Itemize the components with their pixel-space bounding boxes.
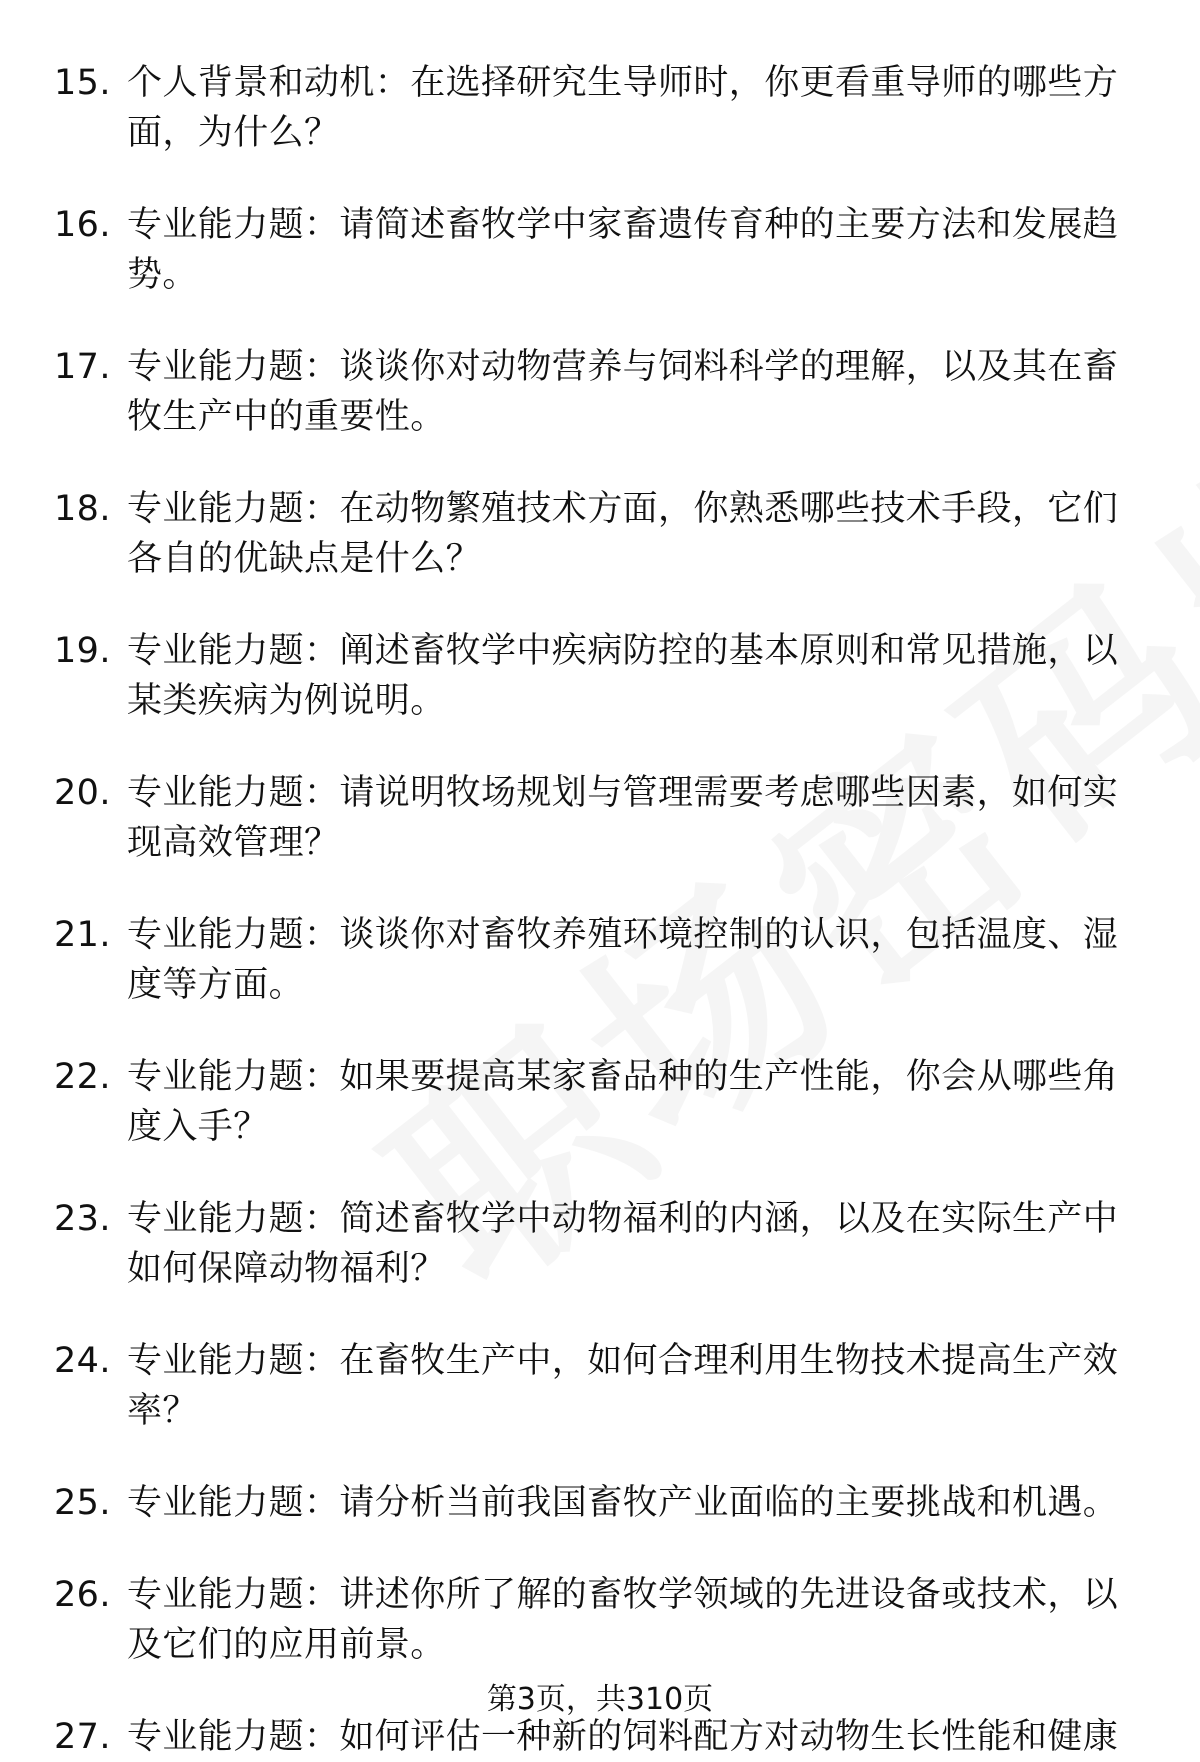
question-number: 19. <box>54 631 111 671</box>
question-item-20 <box>54 768 1144 868</box>
question-item-24 <box>54 1336 1144 1436</box>
question-item-19 <box>54 626 1144 726</box>
question-number: 16. <box>54 205 111 245</box>
question-text: 专业能力题：阐述畜牧学中疾病防控的基本原则和常见措施，以某类疾病为例说明。 <box>127 631 1119 721</box>
question-text: 专业能力题：简述畜牧学中动物福利的内涵，以及在实际生产中如何保障动物福利？ <box>127 1199 1119 1289</box>
question-text: 专业能力题：谈谈你对动物营养与饲料科学的理解，以及其在畜牧生产中的重要性。 <box>127 347 1119 437</box>
question-number: 23. <box>54 1199 111 1239</box>
question-number: 20. <box>54 773 111 813</box>
question-number: 24. <box>54 1341 111 1381</box>
question-number: 15. <box>54 63 111 103</box>
question-number: 21. <box>54 915 111 955</box>
question-number: 17. <box>54 347 111 387</box>
question-text: 专业能力题：请分析当前我国畜牧产业面临的主要挑战和机遇。 <box>127 1483 1119 1523</box>
question-item-23 <box>54 1194 1144 1294</box>
question-item-18 <box>54 484 1144 584</box>
question-text: 个人背景和动机：在选择研究生导师时，你更看重导师的哪些方面，为什么？ <box>127 63 1119 153</box>
question-item-25 <box>54 1478 1144 1528</box>
question-number: 18. <box>54 489 111 529</box>
question-text: 专业能力题：如果要提高某家畜品种的生产性能，你会从哪些角度入手？ <box>127 1057 1119 1147</box>
question-text: 专业能力题：如何评估一种新的饲料配方对动物生长性能和健康 <box>127 1717 1119 1757</box>
question-number: 25. <box>54 1483 111 1523</box>
question-text: 专业能力题：在动物繁殖技术方面，你熟悉哪些技术手段，它们各自的优缺点是什么？ <box>127 489 1119 579</box>
question-item-22 <box>54 1052 1144 1152</box>
question-item-21 <box>54 910 1144 1010</box>
question-text: 专业能力题：在畜牧生产中，如何合理利用生物技术提高生产效率？ <box>127 1341 1119 1431</box>
question-item-17 <box>54 342 1144 442</box>
question-text: 专业能力题：请说明牧场规划与管理需要考虑哪些因素，如何实现高效管理？ <box>127 773 1119 863</box>
question-number: 22. <box>54 1057 111 1097</box>
question-text: 专业能力题：讲述你所了解的畜牧学领域的先进设备或技术，以及它们的应用前景。 <box>127 1575 1119 1665</box>
question-text: 专业能力题：请简述畜牧学中家畜遗传育种的主要方法和发展趋势。 <box>127 205 1119 295</box>
page-footer: 第3页，共310页 <box>486 1682 714 1717</box>
question-item-16 <box>54 200 1144 300</box>
question-item-15 <box>54 58 1144 158</box>
question-number: 27. <box>54 1717 111 1757</box>
question-number: 26. <box>54 1575 111 1615</box>
question-list <box>54 58 1144 1762</box>
question-text: 专业能力题：谈谈你对畜牧养殖环境控制的认识，包括温度、湿度等方面。 <box>127 915 1119 1005</box>
question-item-26 <box>54 1570 1144 1670</box>
